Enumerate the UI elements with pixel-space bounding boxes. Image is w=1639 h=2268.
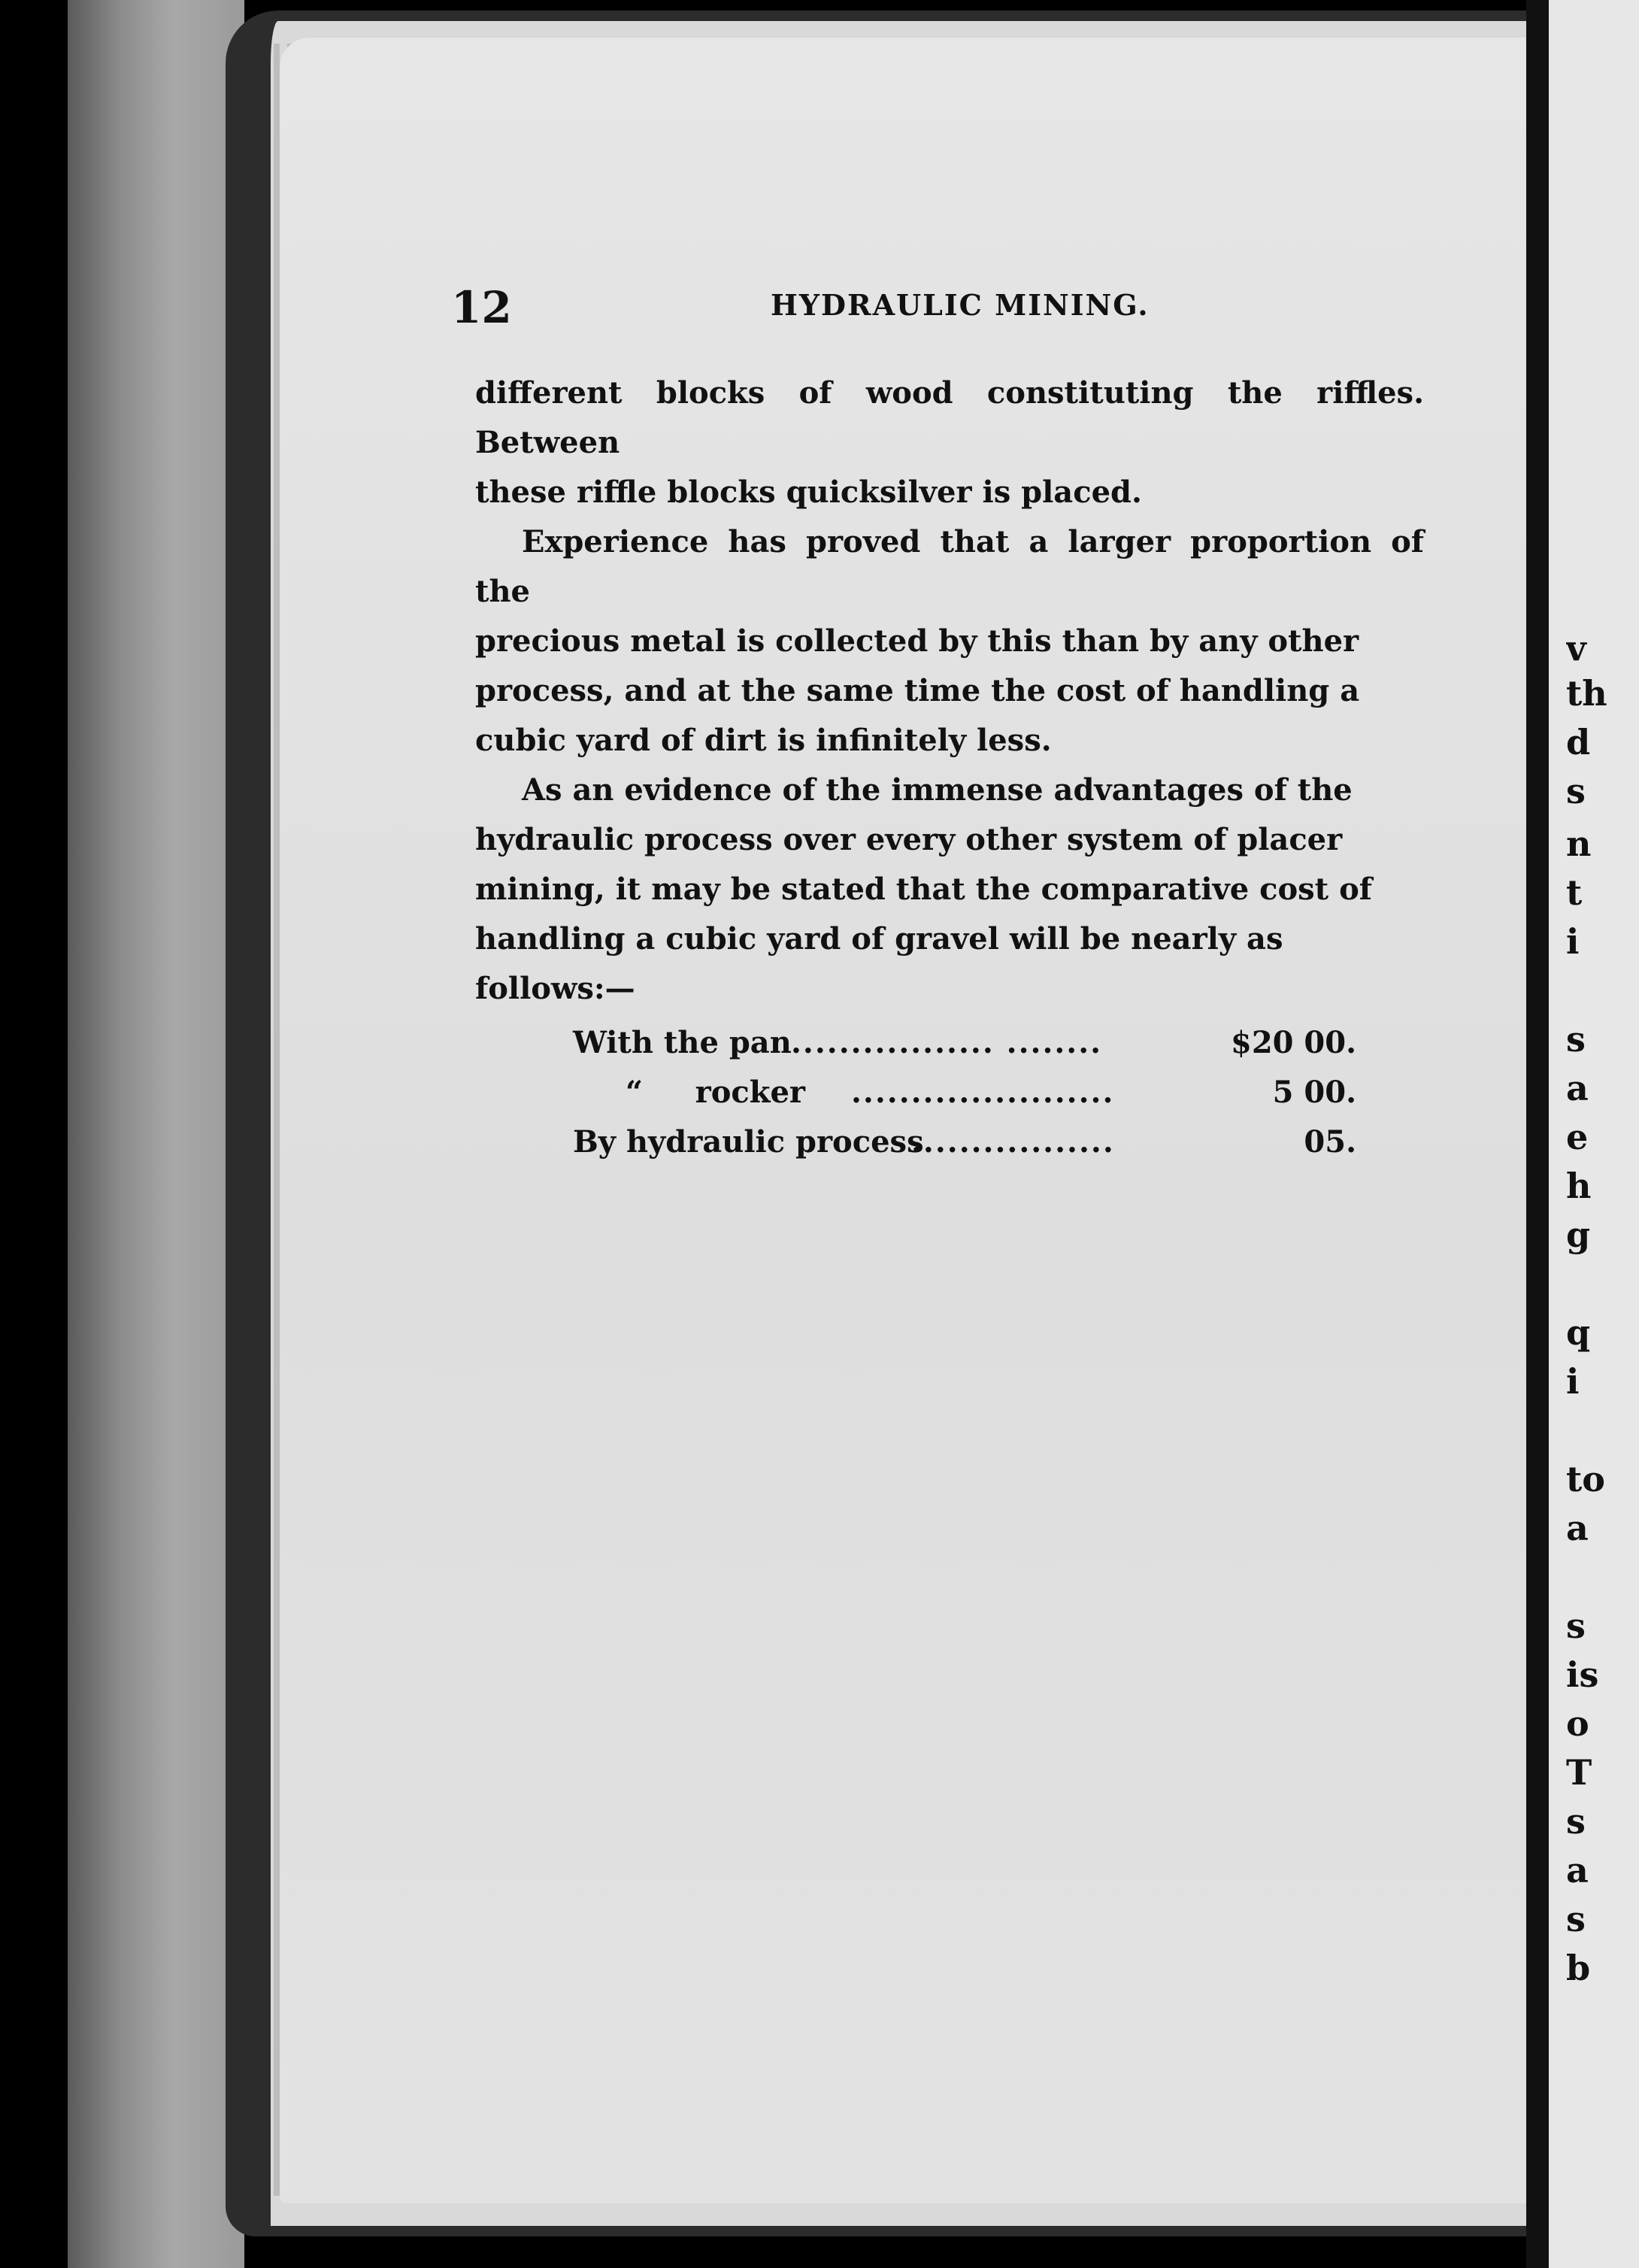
page-edge-line [274, 44, 280, 2196]
facing-page-fragment: a [1566, 1068, 1589, 1108]
text-line: these riffle blocks quicksilver is placed. [475, 475, 1142, 510]
page-header [451, 282, 1413, 333]
text-line: process, and at the same time the cost of handling a [475, 673, 1360, 708]
page-number: 12 [451, 282, 512, 333]
facing-page-fragment: s [1566, 1605, 1586, 1646]
cost-row [475, 1018, 1424, 1068]
facing-page-fragment: s [1566, 1019, 1586, 1060]
text-line: follows:— [475, 971, 635, 1006]
text-line: hydraulic process over every other system of placer [475, 822, 1343, 857]
facing-page-fragment: s [1566, 1801, 1586, 1842]
text-line: mining, it may be stated that the comparative cost of [475, 872, 1372, 907]
facing-page-fragment: s [1566, 771, 1586, 811]
facing-page-fragment: v [1566, 628, 1586, 669]
text-line: precious metal is collected by this than by any other [475, 623, 1359, 659]
cost-amount: 5 00. [1272, 1075, 1356, 1110]
text-line: cubic yard of dirt is infinitely less. [475, 723, 1052, 758]
facing-page-fragment: i [1566, 921, 1580, 962]
cost-label: “ rocker [626, 1075, 805, 1110]
facing-page-fragment: b [1566, 1948, 1591, 1988]
scan-background-left [68, 0, 244, 2268]
text-line: different blocks of wood constituting the riffles. Between [475, 375, 1424, 460]
cost-label: With the pan [573, 1025, 792, 1060]
facing-page-fragment: h [1566, 1166, 1592, 1206]
paragraph-1 [475, 368, 1424, 517]
facing-page-fragment: th [1566, 673, 1607, 714]
facing-page-fragment: T [1566, 1752, 1592, 1793]
facing-page-fragment: q [1566, 1312, 1591, 1353]
cost-label: By hydraulic process [573, 1124, 924, 1160]
page-gutter [1526, 0, 1549, 2268]
dot-leader: ...................... [851, 1075, 1115, 1110]
facing-page-fragment: a [1566, 1850, 1589, 1891]
page-body [475, 368, 1424, 1167]
facing-page-fragment: o [1566, 1703, 1589, 1744]
facing-page-fragment: t [1566, 872, 1583, 913]
facing-page-fragment: s [1566, 1899, 1586, 1939]
facing-page-fragment: is [1566, 1654, 1599, 1695]
text-line: Experience has proved that a larger proportion of the [475, 524, 1424, 609]
facing-page-fragment: to [1566, 1459, 1605, 1499]
facing-page-fragment: a [1566, 1508, 1589, 1548]
dot-leader: ................. ........ [791, 1025, 1103, 1060]
cost-row [475, 1117, 1424, 1167]
cost-amount: $20 00. [1230, 1025, 1356, 1060]
paragraph-2 [475, 517, 1424, 766]
cost-table [475, 1018, 1424, 1167]
facing-page-fragment: i [1566, 1361, 1580, 1402]
cost-row [475, 1068, 1424, 1117]
cost-amount: 05. [1304, 1124, 1356, 1160]
text-line: handling a cubic yard of gravel will be nearly as [475, 921, 1283, 957]
running-head: HYDRAULIC MINING. [771, 288, 1150, 322]
text-line: As an evidence of the immense advantages of the [522, 772, 1353, 808]
facing-page-fragment: d [1566, 722, 1591, 763]
facing-page-fragment: e [1566, 1117, 1589, 1157]
facing-page-fragment: n [1566, 823, 1592, 864]
dot-leader: ................. [911, 1124, 1115, 1160]
paragraph-3 [475, 766, 1424, 1014]
facing-page-fragment: g [1566, 1214, 1591, 1255]
